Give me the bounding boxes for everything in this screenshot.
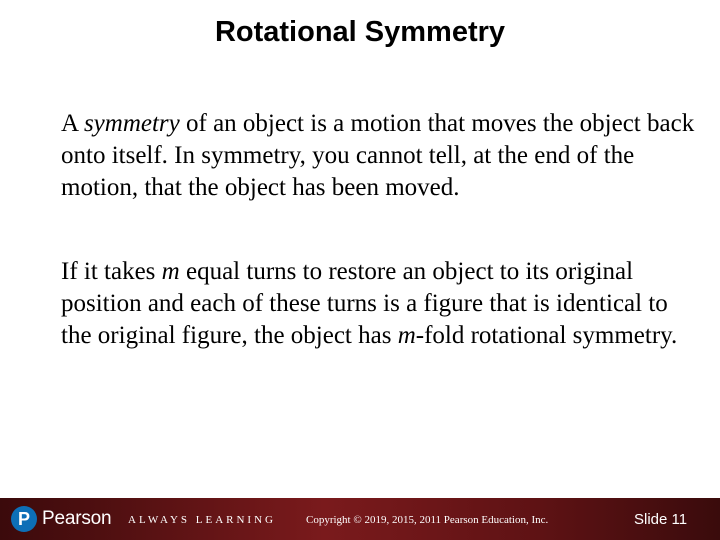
variable-m: m [161,258,180,285]
paragraph-m-fold-definition [61,256,701,352]
variable-m: m [397,322,416,349]
pearson-wordmark: Pearson [42,508,112,529]
footer-bar [0,498,720,540]
para2-part1: If it takes [61,258,162,285]
pearson-logo-icon: P [11,506,37,532]
para1-suffix: of an object is a motion that moves the object back onto itself. In symmetry, you cannot tell, at the end of the motion, that the object has been moved. [61,110,695,201]
para2-part3: -fold rotational symmetry. [415,322,678,349]
para2-part2: equal turns to restore an object to its original position and each of these turns is a figure that is identical to the original figure, the object has [61,258,668,349]
paragraph-symmetry-definition [61,108,701,204]
pearson-logo [11,506,111,532]
term-symmetry: symmetry [83,110,180,137]
tagline: ALWAYS LEARNING [128,514,276,526]
slide-title: Rotational Symmetry [214,16,506,48]
para1-prefix: A [61,110,84,137]
slide-number: Slide 11 [634,511,688,528]
copyright-notice: Copyright © 2019, 2015, 2011 Pearson Education, Inc. [306,514,549,526]
